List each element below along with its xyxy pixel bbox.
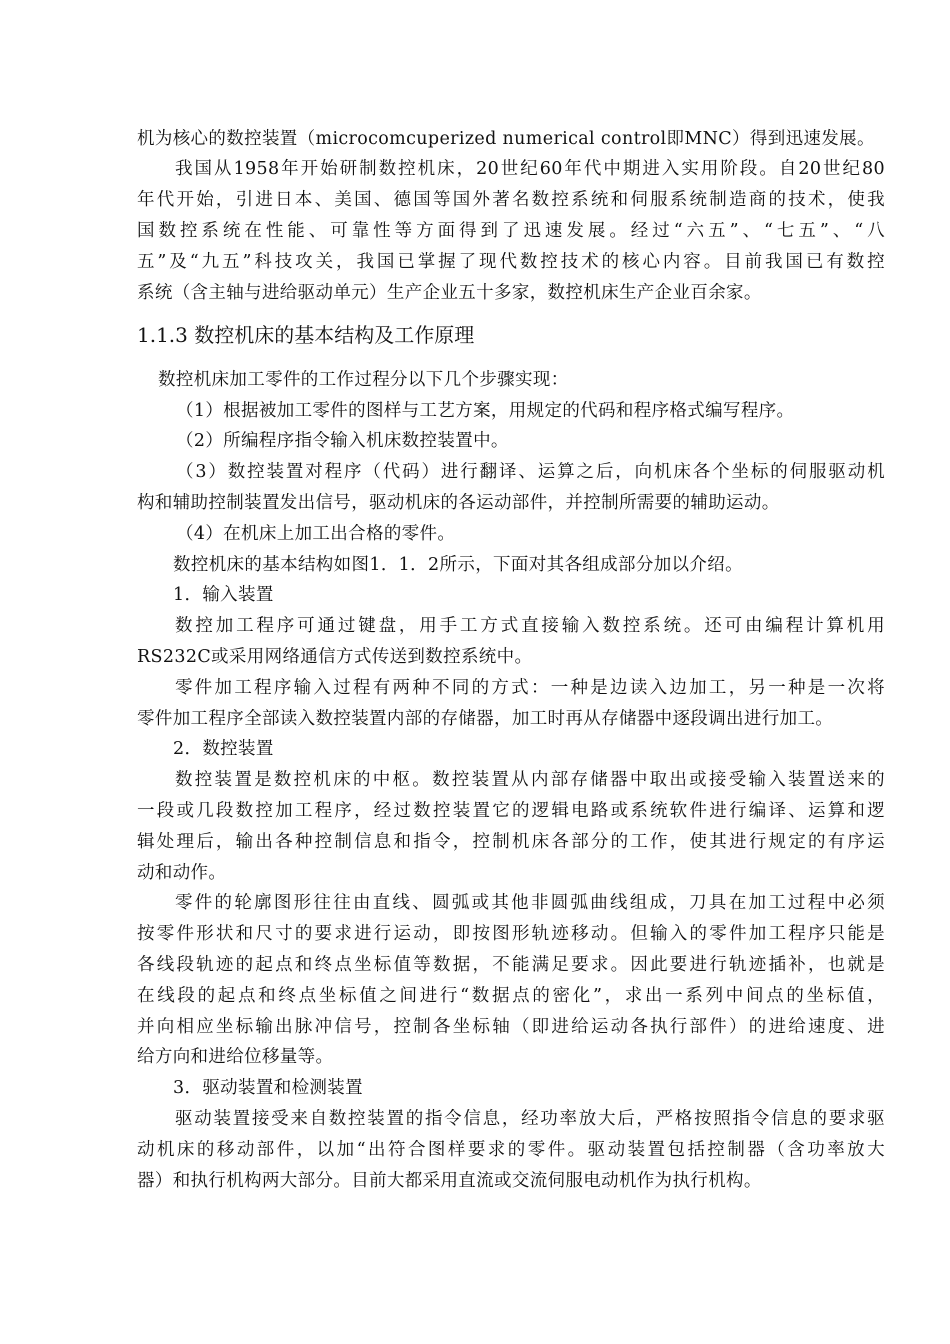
paragraph-line: 动和动作。 [137,863,227,883]
paragraph-line: RS232C或采用网络通信方式传送到数控系统中。 [137,647,533,667]
paragraph-line: 零件加工程序输入过程有两种不同的方式：一种是边读入边加工，另一种是一次将 [175,678,885,698]
list-item-3: （3）数控装置对程序（代码）进行翻译、运算之后，向机床各个坐标的伺服驱动机 [176,462,885,482]
list-item-1: （1）根据被加工零件的图样与工艺方案，用规定的代码和程序格式编写程序。 [176,401,795,421]
paragraph-line: 国数控系统在性能、可靠性等方面得到了迅速发展。经过“六五”、“七五”、“八 [137,221,885,241]
paragraph-line: 辑处理后，输出各种控制信息和指令，控制机床各部分的工作，使其进行规定的有序运 [137,832,885,852]
paragraph-line: 并向相应坐标输出脉冲信号，控制各坐标轴（即进给运动各执行部件）的进给速度、进 [137,1017,885,1037]
text-line: 机为核心的数控装置（microcomcuperized numerical control即MNC）得到迅速发展。 [137,129,875,149]
subheading-input-device: 1．输入装置 [173,585,274,605]
paragraph-line: 我国从1958年开始研制数控机床，20世纪60年代中期进入实用阶段。自20世纪80 [175,159,885,179]
paragraph-line: 一段或几段数控加工程序，经过数控装置它的逻辑电路或系统软件进行编译、运算和逻 [137,801,885,821]
paragraph-line: 数控机床加工零件的工作过程分以下几个步骤实现： [158,370,569,390]
paragraph-line: 年代开始，引进日本、美国、德国等国外著名数控系统和伺服系统制造商的技术，使我 [137,190,885,210]
paragraph-line: 按零件形状和尺寸的要求进行运动，即按图形轨迹移动。但输入的零件加工程序只能是 [137,924,885,944]
list-item-3-cont: 构和辅助控制装置发出信号，驱动机床的各运动部件，并控制所需要的辅助运动。 [137,493,780,513]
paragraph-line: 零件的轮廓图形往往由直线、圆弧或其他非圆弧曲线组成，刀具在加工过程中必须 [175,893,885,913]
paragraph-line: 五”及“九五”科技攻关，我国已掌握了现代数控技术的核心内容。目前我国已有数控 [137,252,885,272]
paragraph-line: 系统（含主轴与进给驱动单元）生产企业五十多家，数控机床生产企业百余家。 [137,283,762,303]
paragraph-line: 各线段轨迹的起点和终点坐标值等数据，不能满足要求。因此要进行轨迹插补，也就是 [137,955,885,975]
paragraph-line: 零件加工程序全部读入数控装置内部的存储器，加工时再从存储器中逐段调出进行加工。 [137,709,834,729]
subheading-cnc-device: 2．数控装置 [173,739,274,759]
list-item-2: （2）所编程序指令输入机床数控装置中。 [176,431,509,451]
paragraph-line: 器）和执行机构两大部分。目前大都采用直流或交流伺服电动机作为执行机构。 [137,1171,762,1191]
paragraph-line: 动机床的移动部件，以加“出符合图样要求的零件。驱动装置包括控制器（含功率放大 [137,1140,885,1160]
paragraph-line: 数控装置是数控机床的中枢。数控装置从内部存储器中取出或接受输入装置送来的 [175,770,885,790]
paragraph-line: 数控机床的基本结构如图1．1．2所示，下面对其各组成部分加以介绍。 [173,555,743,575]
subheading-drive-device: 3．驱动装置和检测装置 [173,1078,363,1098]
paragraph-line: 给方向和进给位移量等。 [137,1047,334,1067]
paragraph-line: 在线段的起点和终点坐标值之间进行“数据点的密化”，求出一系列中间点的坐标值， [137,986,885,1006]
paragraph-line: 驱动装置接受来自数控装置的指令信息，经功率放大后，严格按照指令信息的要求驱 [175,1109,885,1129]
list-item-4: （4）在机床上加工出合格的零件。 [176,524,456,544]
paragraph-line: 数控加工程序可通过键盘，用手工方式直接输入数控系统。还可由编程计算机用 [175,616,885,636]
section-heading: 1.1.3 数控机床的基本结构及工作原理 [137,323,475,347]
